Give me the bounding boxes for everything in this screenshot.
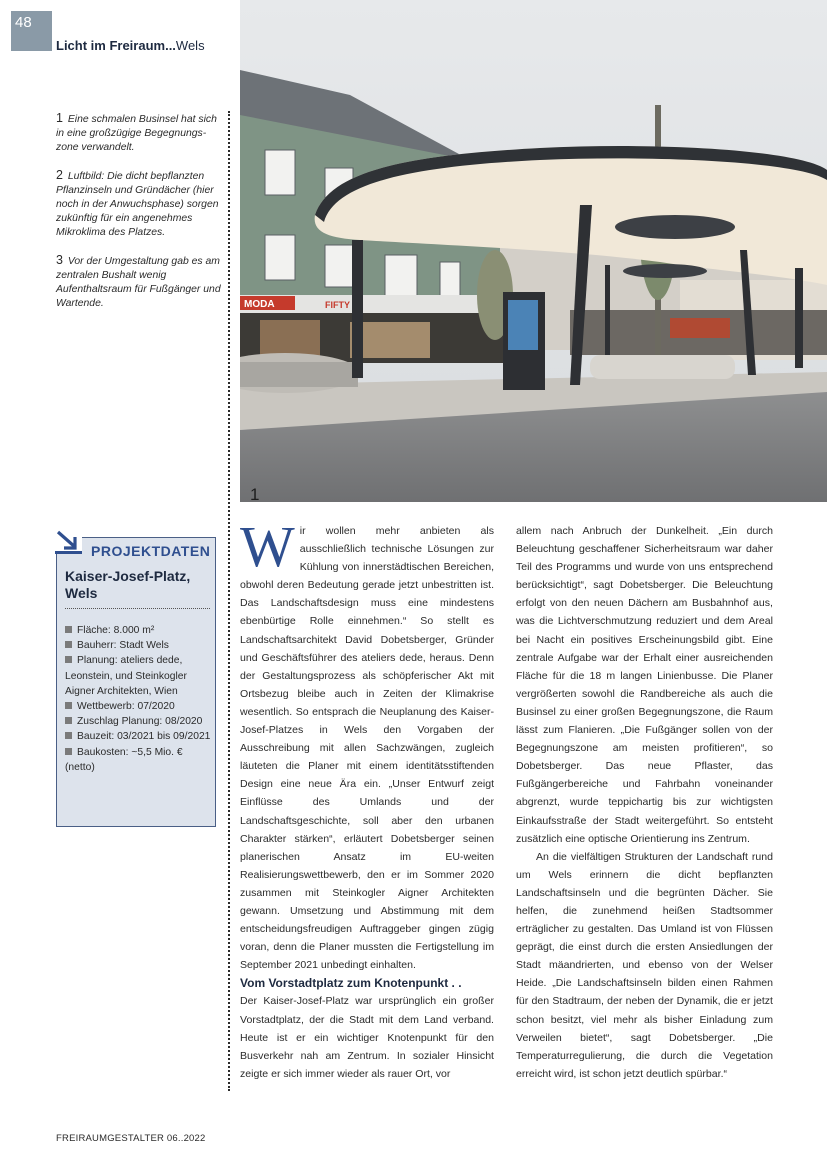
article-column-1 bbox=[240, 514, 494, 1083]
article-paragraph bbox=[240, 514, 494, 974]
caption-1 bbox=[56, 111, 224, 156]
running-head bbox=[56, 38, 205, 53]
bullet-icon bbox=[65, 717, 72, 724]
caption-3 bbox=[56, 253, 224, 312]
running-head-section: Licht im Freiraum... bbox=[56, 38, 176, 53]
bullet-icon bbox=[65, 748, 72, 755]
caption-text: Vor der Umgestaltung gab es am zentralen Bushalt wenig Aufenthaltsraum für Fußgänger und Wartende. bbox=[56, 255, 221, 310]
bullet-icon bbox=[65, 641, 72, 648]
shop-sign-moda: MODA bbox=[244, 299, 275, 310]
page-number: 48 bbox=[15, 14, 32, 31]
bullet-icon bbox=[65, 626, 72, 633]
article-paragraph: An die vielfältigen Strukturen der Landschaft rund um Wels erinnern die dicht bepflanzten Landschaftsinseln und die begrünten Dächer. Sie helfen, die zunehmend heißen Stadtsommer erträglicher zu gestalten. Das Umland ist von Flüssen geprägt, die einst durch die ersten Ansiedlungen der Stadt mäandrierten, und ebenso von der Welser Heide. „Die Landschaftsinseln bilden einen Rahmen für den Stadtraum, der neben der Dynamik, die er jetzt schon besitzt, viel mehr als bisher Einladung zum Verweilen bietet“, sagt Dobetsberger. „Die Temperaturregulierung, die durch die Vegetation erreicht wird, ist schon jetzt deutlich spürbar.“ bbox=[516, 850, 773, 1080]
paragraph-text: ir wollen mehr anbieten als ausschließlich technische Lösungen zur Kühlung von innerstädtischen Bereichen, obwohl deren Bedeutung gerade jetzt unbestritten ist. Das Landschaftsdesign muss eine mindestens ebenbürtige Rolle einnehmen.“ So stellt es Landschaftsarchitekt David Dobetsberger, Gründer und Geschäftsführer des ateliers dede, heraus. Denn der Gestaltungsprozess als schöpferischer Akt mit Ortsbezug bleibe auch in Zeiten der Klimakrise wesentlich. So entsprach die Neuplanung des Kaiser-Josef-Platzes in Wels den Vorgaben der Ausschreibung mit allen Sachzwängen, zugleich läuteten die Planer mit einem identitätsstiftenden Design eine neue Ära ein. „Unser Entwurf zeigt Einflüsse des Umlands und der Landschaftsgeschichte, soll aber den urbanen Charakter stärken“, erläutert Dobetsberger seinen planerischen Ansatz im EU-weiten Realisierungswettbewerb, den er im Sommer 2020 zusammen mit Steinkogler Aigner Architekten gewann. Umsetzung und Abstimmung mit dem entscheidungsfreudigen Auftraggeber gingen zügig voran, denn die Planer mussten die Fertigstellung im September 2021 unbedingt einhalten. bbox=[240, 525, 494, 972]
article-subheading: Vom Vorstadtplatz zum Knotenpunkt . . bbox=[240, 976, 462, 991]
caption-2 bbox=[56, 168, 224, 241]
list-item bbox=[65, 745, 215, 775]
article-paragraph: Der Kaiser-Josef-Platz war ursprünglich ein großer Vorstadtplatz, der die Stadt mit dem Land verband. Heute ist er ein wichtiger Knotenpunkt für den Busverkehr nah am Zentrum. In sozialer Hinsicht zeigte er sich immer wieder als rauer Ort, vor bbox=[240, 995, 494, 1080]
project-name: Kaiser-Josef-Platz, Wels bbox=[65, 568, 210, 609]
running-head-place: Wels bbox=[175, 38, 205, 53]
page-footer: FREIRAUMGESTALTER 06..2022 bbox=[56, 1133, 206, 1144]
list-item bbox=[65, 729, 215, 744]
drop-cap: W bbox=[240, 514, 295, 579]
project-item-text: Zuschlag Planung: 08/2020 bbox=[77, 716, 203, 728]
bus-station-photo bbox=[240, 0, 827, 502]
list-item bbox=[65, 714, 215, 729]
project-item-text: Baukosten: ~5,5 Mio. € (netto) bbox=[65, 746, 183, 773]
project-item-text: Fläche: 8.000 m² bbox=[77, 625, 155, 636]
bullet-icon bbox=[65, 732, 72, 739]
column-divider bbox=[228, 111, 230, 1091]
list-item bbox=[65, 699, 215, 714]
project-item-text: Planung: ateliers dede, Leonstein, und Steinkogler Aigner Architekten, Wien bbox=[65, 655, 187, 697]
captions bbox=[56, 111, 224, 323]
caption-number: 3 bbox=[56, 252, 63, 267]
project-data-list bbox=[65, 623, 215, 775]
arrow-down-right-icon bbox=[55, 529, 82, 554]
list-item bbox=[65, 653, 215, 699]
photo-number: 1 bbox=[250, 485, 260, 504]
project-data-box bbox=[56, 537, 216, 827]
page-number-box bbox=[11, 11, 52, 51]
caption-number: 1 bbox=[56, 111, 63, 125]
project-data-title: PROJEKTDATEN bbox=[91, 543, 211, 559]
bullet-icon bbox=[65, 656, 72, 663]
caption-text: Luftbild: Die dicht bepflanzten Pflanzinseln und Gründächer (hier noch in der Anwuchsphase) sorgen zukünftig für ein angenehmes Mikroklima des Platzes. bbox=[56, 170, 219, 239]
shop-sign-fifty: FIFTY bbox=[325, 300, 350, 310]
list-item bbox=[65, 623, 215, 638]
list-item bbox=[65, 638, 215, 653]
caption-number: 2 bbox=[56, 167, 63, 182]
photo-illustration bbox=[240, 0, 827, 502]
project-item-text: Wettbewerb: 07/2020 bbox=[77, 701, 175, 713]
bullet-icon bbox=[65, 702, 72, 709]
article-column-2 bbox=[516, 522, 773, 1083]
project-item-text: Bauherr: Stadt Wels bbox=[77, 640, 169, 652]
caption-text: Eine schmalen Businsel hat sich in eine großzügige Begegnungszone verwandelt. bbox=[56, 114, 217, 154]
article-paragraph: allem nach Anbruch der Dunkelheit. „Ein durch Beleuchtung geschaffener Sicherheitsraum war daher Teil des Programms und wurde von uns entsprechend berücksichtigt“, sagt Dobetsberger. Die Beleuchtung erfolgt von den neuen Dächern am Busbahnhof aus, was die Lichtverschmutzung reduziert und dem Areal bei Nacht ein positives Erscheinungsbild gibt. Eine zentrale Aufgabe war der Erhalt einer ausreichenden Fläche für die 18 m langen Linienbusse. Die Planer vergrößerten sowohl die Randbereiche als auch die Businsel zu einer großen Begegnungszone, die Raum lässt zum Flanieren. „Die Fußgänger sollen von der Begegnungszone am meisten profitieren“, so Dobetsberger. Das neue Pflaster, das Fußgängerbereiche und Fahrbahn voneinander abgrenzt, wurde teppichartig bis zur wichtigsten Einkaufsstraße der Stadt weitergeführt. So entsteht zusätzlich eine optische Orientierung ins Zentrum. bbox=[516, 525, 773, 845]
project-item-text: Bauzeit: 03/2021 bis 09/2021 bbox=[77, 731, 211, 743]
